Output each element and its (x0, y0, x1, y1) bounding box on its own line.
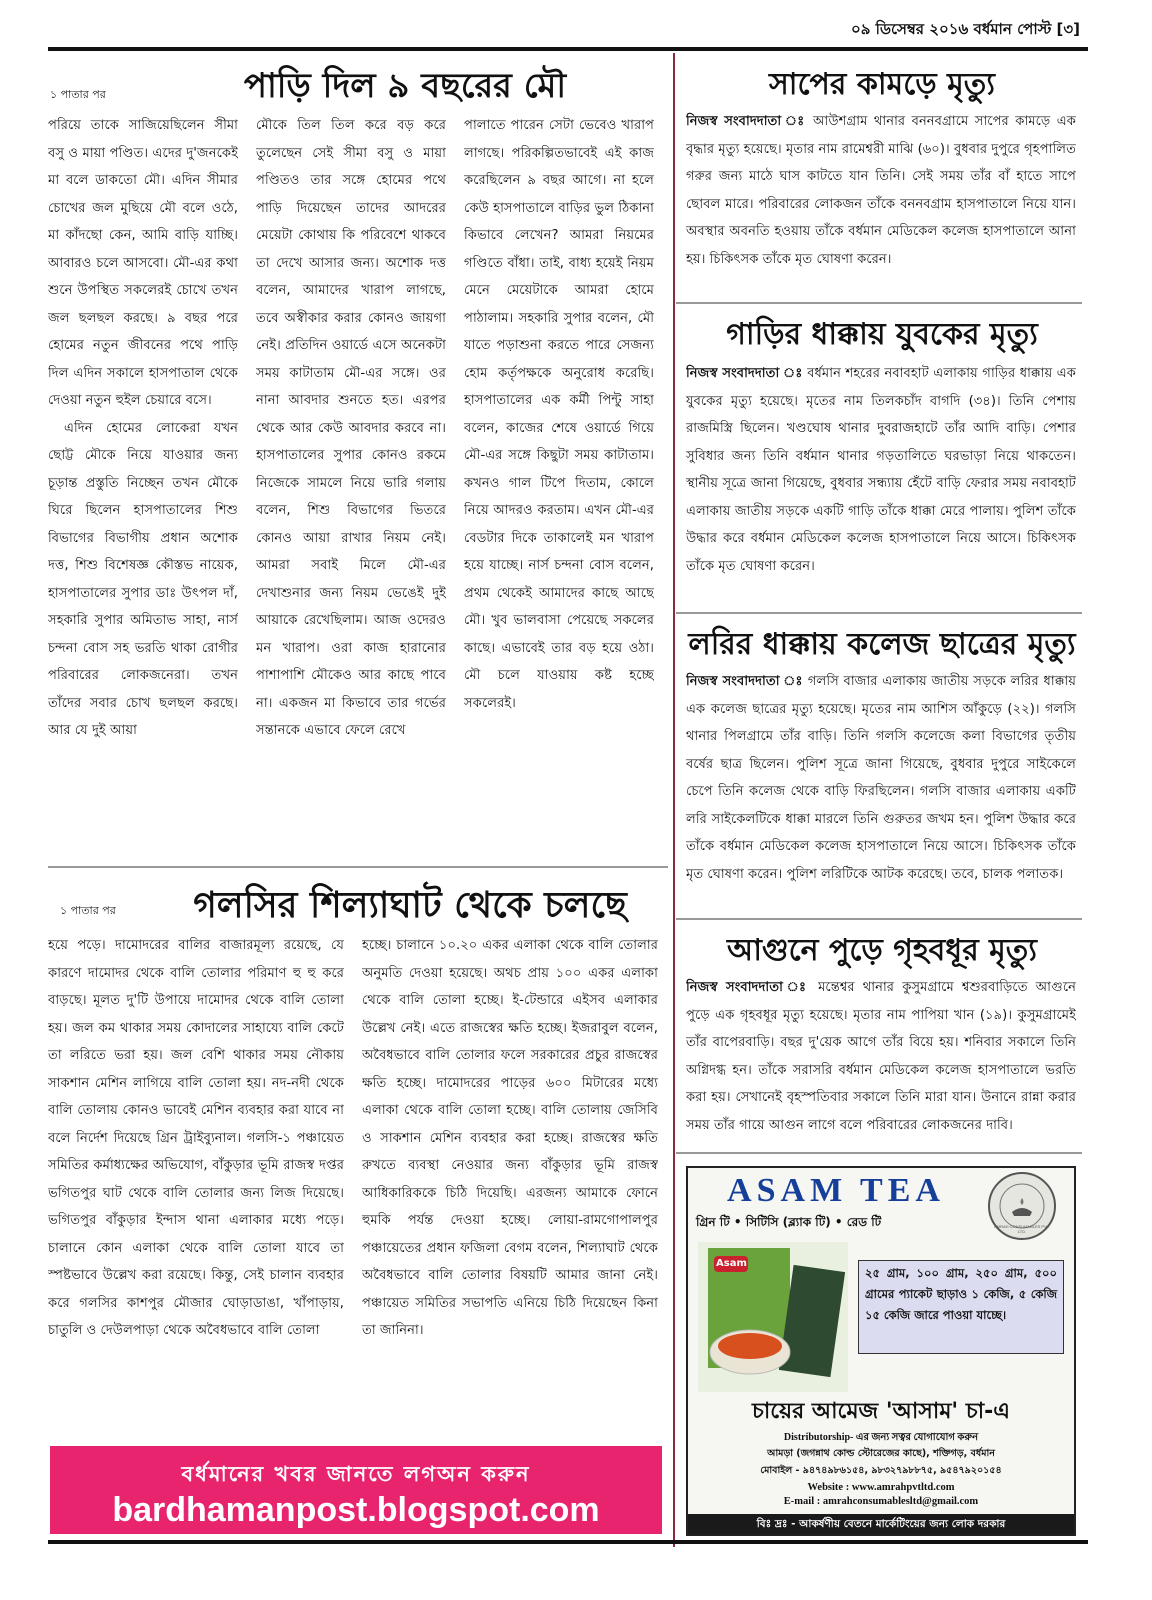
news4-lead: নিজস্ব সংবাদদাতা ঃ (686, 980, 810, 995)
tea-product-image (698, 1242, 848, 1392)
news2-headline: গাড়ির ধাক্কায় যুবকের মৃত্যু (726, 317, 1038, 352)
ad-seal-icon (988, 1172, 1056, 1240)
news2-text: বর্ধমান শহরের নবাবহাট এলাকায় গাড়ির ধাক্কায় এক যুবকের মৃত্যু হয়েছে। মৃতের নাম তিলকচাঁদ বাগদি (৩৪)। তিনি পেশায় রাজমিস্ত্রি ছিলেন। খণ্ডঘোষ থানার দুবরাজহাটে তাঁর আদি বাড়ি। পেশার সুবিধার জন্য তিনি বর্ধমান থানার গড়তালিতে ঘরভাড়া নিয়ে থাকতেন। স্থানীয় সূত্রে জানা গিয়েছে, বুধবার সন্ধ্যায় হেঁটে বাড়ি ফেরার সময় নবাবহাট এলাকায় জাতীয় সড়কে একটি গাড়ি তাঁকে ধাক্কা মেরে পালায়। পুলিশ তাঁকে উদ্ধার করে বর্ধমান মেডিকেল কলেজ হাসপাতালে নিয়ে আসে। চিকিৎসক তাঁকে মৃত ঘোষণা করেন। (686, 366, 1076, 574)
asam-tea-ad (686, 1166, 1076, 1536)
continued-label-2: ১ পাতার পর (60, 904, 116, 917)
top-rule (48, 47, 1088, 51)
news1-headline: সাপের কামড়ে মৃত্যু (768, 67, 995, 102)
dateline: ০৯ ডিসেম্বর ২০১৬ বর্ধমান পোস্ট [৩] (850, 20, 1080, 38)
story-divider (48, 866, 668, 868)
story2-headline: গলসির শিল্যাঘাট থেকে চলছে (193, 885, 627, 926)
story2-column-2: হচ্ছে। চালানে ১০.২০ একর এলাকা থেকে বালি তোলার অনুমতি দেওয়া হয়েছে। অথচ প্রায় ১০০ একর এলাকা থেকে বালি তোলা হচ্ছে। ই-টেন্ডারে এইসব এলাকার উল্লেখ নেই। এতে রাজস্বের ক্ষতি হচ্ছে। ইজরাবুল বলেন, অবৈধভাবে বালি তোলার ফলে সরকারের প্রচুর রাজস্বের ক্ষতি হচ্ছে। দামোদরের পাড়ের ৬০০ মিটারের মধ্যে এলাকা থেকে বালি তোলা হচ্ছে। বালি তোলায় জেসিবি ও সাকশান মেশিন ব্যবহার করা হচ্ছে। রাজস্বের ক্ষতি রুখতে ব্যবস্থা নেওয়ার জন্য বাঁকুড়ার ভূমি রাজস্ব আধিকারিককে চিঠি দিয়েছি। এরজন্য আমাকে ফোনে হুমকি পর্যন্ত দেওয়া হচ্ছে। লোয়া-রামগোপালপুর পঞ্চায়েতের প্রধান ফজিলা বেগম বলেন, শিল্যাঘাট থেকে অবৈধভাবে বালি তোলার বিষয়টি আমার জানা নেই। পঞ্চায়েত সমিতির সভাপতি এনিয়ে চিঠি দিয়েছেন কিনা তা জানিনা। (362, 938, 658, 1338)
news1-body (686, 108, 1076, 298)
banner-url[interactable]: bardhamanpost.blogspot.com (112, 1491, 600, 1529)
tea-pack-label: Asam (716, 1258, 747, 1269)
story1-column-2: মৌকে তিল তিল করে বড় করে তুলেছেন সেই সীমা বসু ও মায়া পণ্ডিতও তার সঙ্গে হোমের পথে পাড়ি দিয়েছেন তাদের আদরের মেয়েটা কোথায় কি পরিবেশে থাকবে তা দেখে আসার জন্য। অশোক দত্ত বলেন, আমাদের খারাপ লাগছে, তবে অস্বীকার করার কোনও জায়গা নেই। প্রতিদিন ওয়ার্ডে এসে অনেকটা সময় কাটাতাম মৌ-এর সঙ্গে। ওর নানা আবদার শুনতে হত। এরপর থেকে আর কেউ আবদার করবে না। হাসপাতালের সুপার কোনও রকমে নিজেকে সামলে নিয়ে ভারি গলায় বলেন, শিশু বিভাগের ভিতরে কোনও আয়া রাখার নিয়ম নেই। আমরা সবাই মিলে মৌ-এর দেখাশুনার জন্য নিয়ম ভেঙেই দুই আয়াকে রেখেছিলাম। আজ ওদেরও মন খারাপ। ওরা কাজ হারানোর পাশাপাশি মৌকেও আর কাছে পাবে না। একজন মা কিভাবে তার গর্ভের সন্তানকে এভাবে ফেলে রেখে (256, 118, 446, 738)
bottom-rule (48, 1540, 1088, 1544)
ad-brand: ASAM TEA (727, 1172, 945, 1209)
news4-body (686, 974, 1076, 1144)
story1-column-3: পালাতে পারেন সেটা ভেবেও খারাপ লাগছে। পরিকল্পিতভাবেই এই কাজ করেছিলেন ৯ বছর আগে। না হলে কেউ হাসপাতালে বাড়ির ভুল ঠিকানা কিভাবে লেখেন? আমরা নিয়মের গণ্ডিতে বাঁধা। তাই, বাধ্য হয়েই নিয়ম মেনে মেয়েটাকে আমরা হোমে পাঠালাম। সহকারি সুপার বলেন, মৌ যাতে পড়াশুনা করতে পারে সেজন্য হোম কর্তৃপক্ষকে অনুরোধ করেছি। হাসপাতালের এক কর্মী পিন্টু সাহা বলেন, কাজের শেষে ওয়ার্ডে গিয়ে মৌ-এর সঙ্গে কিছুটা সময় কাটাতাম। কখনও গাল টিপে দিতাম, কোলে নিয়ে আদরও করতাম। এখন মৌ-এর বেডটার দিকে তাকালেই মন খারাপ হয়ে যাচ্ছে। নার্স চন্দনা বোস বলেন, প্রথম থেকেই আমাদের কাছে আছে মৌ। খুব ভালবাসা পেয়েছে সকলের কাছে। এভাবেই তার বড় হয়ে ওঠা। মৌ চলে যাওয়ায় কষ্ট হচ্ছে সকলেরই। (464, 118, 654, 711)
news4-text: মন্তেশ্বর থানার কুসুমগ্রামে শ্বশুরবাড়িতে আগুনে পুড়ে এক গৃহবধূর মৃত্যু হয়েছে। মৃতার নাম পাপিয়া খান (১৯)। কুসুমগ্রামেই তাঁর বাপেরবাড়ি। বছর দু'য়েক আগে তাঁর বিয়ে হয়। শনিবার সকালে তিনি অগ্নিদগ্ধ হন। তাঁকে সরাসরি বর্ধমান মেডিকেল কলেজ হাসপাতালে ভরতি করা হয়। সেখানেই বৃহস্পতিবার সকালে তিনি মারা যান। উনানে রান্না করার সময় তাঁর গায়ে আগুন লাগে বলে পরিবারের লোকজনের দাবি। (686, 980, 1076, 1133)
ad-variants: গ্রিন টি • সিটিসি (ব্ল্যাক টি) • রেড টি (696, 1215, 882, 1229)
news3-lead: নিজস্ব সংবাদদাতা ঃ (686, 674, 804, 689)
ad-sizes: ২৫ গ্রাম, ১০০ গ্রাম, ২৫০ গ্রাম, ৫০০ গ্রামের প্যাকেট ছাড়াও ১ কেজি, ৫ কেজি ১৫ কেজি জারে পাওয়া যাচ্ছে। (858, 1260, 1064, 1354)
news2-body (686, 360, 1076, 608)
news-divider-2 (676, 612, 1082, 614)
ad-distributorship: Distributorship- এর জন্য সত্বর যোগাযোগ করুন (783, 1432, 979, 1443)
ad-mobile: মোবাইল - ৯৪৭৪৯৮৬১৫৪, ৯৮৩২৭৯৮৮৭৫, ৯৫৪৭৯২০১৫৪ (760, 1465, 1002, 1476)
blog-banner (50, 1446, 662, 1534)
ad-address: আমড়া (জগন্নাথ কোল্ড স্টোরেজের কাছে), শক্তিগড়, বর্ধমান (767, 1448, 995, 1459)
column-divider (673, 53, 675, 1547)
news2-lead: নিজস্ব সংবাদদাতা ঃ (686, 366, 803, 381)
story1-column-1 (48, 112, 238, 860)
news-divider-4 (676, 1152, 1082, 1154)
ad-notice: বিঃ দ্রঃ - আকর্ষণীয় বেতনে মার্কেটিংয়ের জন্য লোক দরকার (688, 1514, 1074, 1534)
news3-text: গলসি বাজার এলাকায় জাতীয় সড়কে লরির ধাক্কায় এক কলেজ ছাত্রের মৃত্যু হয়েছে। মৃতের নাম আশিস আঁকুড়ে (২২)। গলসি থানার পিলগ্রামে তাঁর বাড়ি। তিনি গলসি কলেজে কলা বিভাগের তৃতীয় বর্ষের ছাত্র ছিলেন। পুলিশ সূত্রে জানা গিয়েছে, বুধবার দুপুরে সাইকেলে চেপে তিনি কলেজ থেকে বাড়ি ফিরছিলেন। গলসি বাজার এলাকায় একটি লরি সাইকেলটিকে ধাক্কা মারলে তিনি গুরুতর জখম হন। পুলিশ উদ্ধার করে তাঁকে বর্ধমান মেডিকেল কলেজ হাসপাতালে নিয়ে আসে। চিকিৎসক তাঁকে মৃত ঘোষণা করেন। পুলিশ লরিটিকে আটক করেছে। তবে, চালক পলাতক। (686, 674, 1076, 882)
ad-slogan: চায়ের আমেজ 'আসাম' চা-এ (752, 1399, 1010, 1424)
ad-seal-text: AMRAH CONSUMABLES PVT. LTD. (994, 1224, 1050, 1234)
story2-column-1: হয়ে পড়ে। দামোদরের বালির বাজারমূল্য রয়েছে, যে কারণে দামোদর থেকে বালি তোলার পরিমাণ হু হু করে বাড়ছে। মূলত দু'টি উপায়ে দামোদর থেকে বালি তোলা হয়। জল কম থাকার সময় কোদালের সাহায্যে বালি কেটে তা লরিতে ভরা হয়। জল বেশি থাকার সময় নৌকায় সাকশান মেশিন লাগিয়ে বালি তোলা হয়। নদ-নদী থেকে বালি তোলায় কোনও ভাবেই মেশিন ব্যবহার করা যাবে না বলে নির্দেশ দিয়েছে গ্রিন ট্রাইব্যুনাল। গলসি-১ পঞ্চায়েত সমিতির কর্মাধ্যক্ষের অভিযোগ, বাঁকুড়ার ভূমি রাজস্ব দপ্তর ভগিতপুর ঘাট থেকে বালি তোলার জন্য লিজ দিয়েছে। ভগিতপুর বাঁকুড়ার ইন্দাস থানা এলাকার মধ্যে পড়ে। চালানে কোন এলাকা থেকে বালি তোলা যাবে তা স্পষ্টভাবে উল্লেখ করা রয়েছে। কিন্তু, সেই চালান ব্যবহার করে গলসির কাশপুর মৌজার ঘোড়াডাঙা, খাঁপাড়ায়, চাতুলি ও দেউলপাড়া থেকে অবৈধভাবে বালি তোলা (48, 938, 344, 1338)
story1-col1-para2: এদিন হোমের লোকেরা যখন ছোট্ট মৌকে নিয়ে যাওয়ার জন্য চূড়ান্ত প্রস্তুতি নিচ্ছেন তখন মৌকে ঘিরে ছিলেন হাসপাতালের শিশু বিভাগের বিভাগীয় প্রধান অশোক দত্ত, শিশু বিশেষজ্ঞ কৌস্তভ নায়েক, হাসপাতালের সুপার ডাঃ উৎপল দাঁ, সহকারি সুপার অমিতাভ সাহা, নার্স চন্দনা বোস সহ ভরতি থাকা রোগীর পরিবারের লোকজনেরা। তখন তাঁদের সবার চোখ ছলছল করছে। আর যে দুই আয়া (48, 420, 238, 738)
ad-email[interactable]: E-mail : amrahconsumablesltd@gmail.com (783, 1496, 979, 1507)
banner-tagline: বর্ধমানের খবর জানতে লগঅন করুন (181, 1462, 531, 1486)
continued-label: ১ পাতার পর (50, 88, 106, 101)
story1-headline: পাড়ি দিল ৯ বছরের মৌ (243, 66, 567, 106)
news4-headline: আগুনে পুড়ে গৃহবধূর মৃত্যু (726, 933, 1038, 968)
news-divider-1 (676, 302, 1082, 304)
news1-lead: নিজস্ব সংবাদদাতা ঃ (686, 114, 807, 129)
story1-col1-para1: পরিয়ে তাকে সাজিয়েছিলেন সীমা বসু ও মায়া পণ্ডিত। এদের দু'জনকেই মা বলে ডাকতো মৌ। এদিন সীমার চোখের জল মুছিয়ে মৌ বলে ওঠে, মা কাঁদছো কেন, আমি বাড়ি যাচ্ছি। আবারও চলে আসবো। মৌ-এর কথা শুনে উপস্থিত সকলেরই চোখে তখন জল ছলছল করছে। ৯ বছর পরে হোমের নতুন জীবনের পথে পাড়ি দিল এদিন সকালে হাসপাতাল থেকে দেওয়া নতুন হুইল চেয়ারে বসে। (48, 118, 238, 408)
news1-text: আউশগ্রাম থানার বননবগ্রামে সাপের কামড়ে এক বৃদ্ধার মৃত্যু হয়েছে। মৃতার নাম রামেশ্বরী মাঝি (৬০)। বুধবার দুপুরে গৃহপালিত গরুর জন্য মাঠে ঘাস কাটতে যান তিনি। সেই সময় তাঁর বাঁ হাতে সাপে ছোবল মারে। পরিবারের লোকজন তাঁকে বননবগ্রাম হাসপাতালে নিয়ে যান। অবস্থার অবনতি হওয়ায় তাঁকে বর্ধমান মেডিকেল কলেজ হাসপাতালে আনা হয়। চিকিৎসক তাঁকে মৃত ঘোষণা করেন। (686, 114, 1076, 267)
news3-body (686, 668, 1076, 914)
news-divider-3 (676, 918, 1082, 920)
news3-headline: লরির ধাক্কায় কলেজ ছাত্রের মৃত্যু (688, 627, 1076, 662)
ad-website[interactable]: Website : www.amrahpvtltd.com (807, 1482, 955, 1493)
